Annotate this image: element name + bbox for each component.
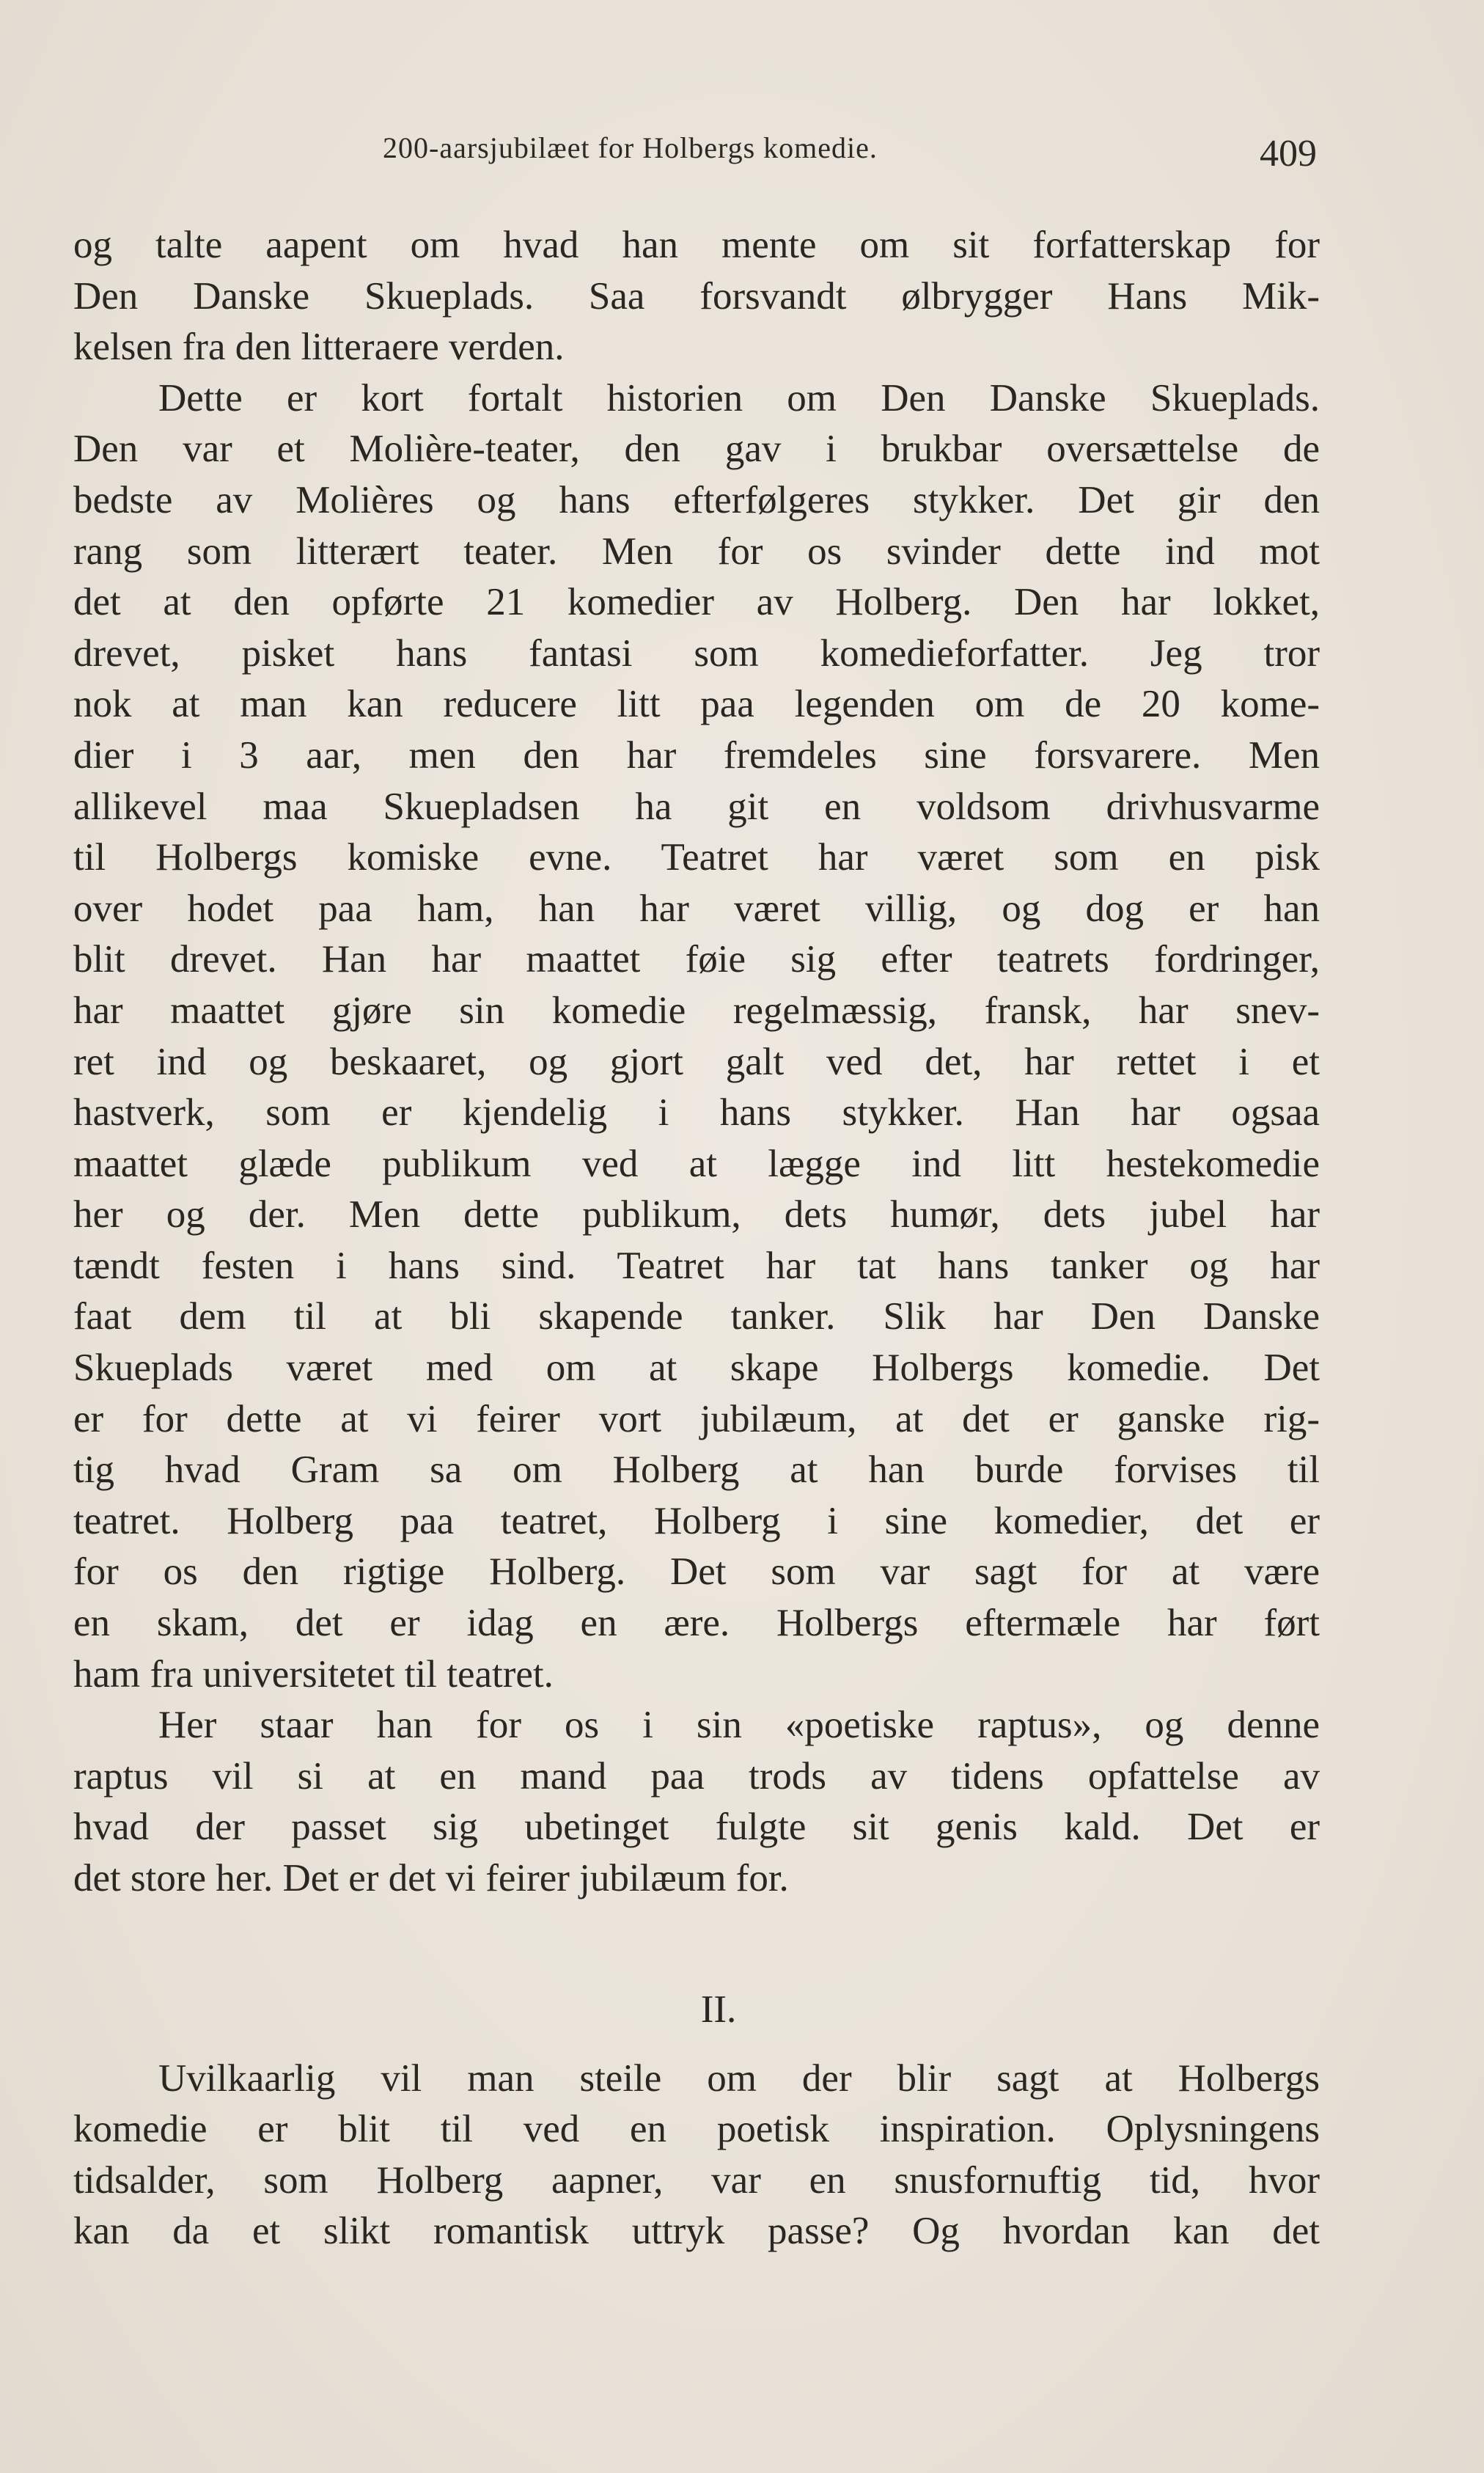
running-title: 200-aarsjubilæet for Holbergs komedie. bbox=[383, 131, 878, 164]
text-line: Uvilkaarlig vil man steile om der blir sagt at Holbergs bbox=[158, 2056, 1320, 2100]
text-line: faat dem til at bli skapende tanker. Slik har Den Danske bbox=[73, 1295, 1320, 1338]
text-line: Dette er kort fortalt historien om Den Danske Skueplads. bbox=[158, 376, 1320, 420]
text-line: hastverk, som er kjendelig i hans stykker. Han har ogsaa bbox=[73, 1091, 1320, 1135]
text-line: det at den opførte 21 komedier av Holberg. Den har lokket, bbox=[73, 581, 1320, 624]
text-line: tændt festen i hans sind. Teatret har tat hans tanker og har bbox=[73, 1244, 1320, 1287]
text-line: for os den rigtige Holberg. Det som var sagt for at være bbox=[73, 1550, 1320, 1594]
text-line: Den var et Molière-teater, den gav i brukbar oversættelse de bbox=[73, 428, 1320, 471]
text-line: ham fra universitetet til teatret. bbox=[73, 1652, 554, 1696]
text-line: tidsalder, som Holberg aapner, var en snusfornuftig tid, hvor bbox=[73, 2158, 1320, 2202]
text-line: bedste av Molières og hans efterfølgeres stykker. Det gir den bbox=[73, 478, 1320, 521]
text-line: allikevel maa Skuepladsen ha git en voldsom drivhusvarme bbox=[73, 785, 1320, 828]
text-line: nok at man kan reducere litt paa legenden om de 20 kome- bbox=[73, 683, 1320, 726]
text-line: Skueplads været med om at skape Holbergs komedie. Det bbox=[73, 1347, 1320, 1390]
section-gap bbox=[73, 1905, 1320, 1985]
text-line: rang som litterært teater. Men for os svinder dette ind mot bbox=[73, 530, 1320, 573]
text-line: kan da et slikt romantisk uttryk passe? Og hvordan kan det bbox=[73, 2210, 1320, 2253]
body-text bbox=[73, 220, 1320, 2257]
page-number: 409 bbox=[1260, 133, 1317, 175]
text-line: til Holbergs komiske evne. Teatret har været som en pisk bbox=[73, 836, 1320, 879]
text-line: en skam, det er idag en ære. Holbergs eftermæle har ført bbox=[73, 1602, 1320, 1645]
text-line: og talte aapent om hvad han mente om sit forfatterskap for bbox=[73, 224, 1320, 266]
text-line: Her staar han for os i sin «poetiske raptus», og denne bbox=[158, 1704, 1320, 1747]
text-line: Den Danske Skueplads. Saa forsvandt ølbrygger Hans Mik- bbox=[73, 274, 1320, 318]
text-line: drevet, pisket hans fantasi som komedieforfatter. Jeg tror bbox=[73, 631, 1320, 675]
text-line: over hodet paa ham, han har været villig, og dog er han bbox=[73, 887, 1320, 930]
text-line: blit drevet. Han har maattet føie sig efter teatrets fordringer, bbox=[73, 938, 1320, 981]
section-heading: II. bbox=[700, 1987, 737, 2031]
text-line: dier i 3 aar, men den har fremdeles sine forsvarere. Men bbox=[73, 733, 1320, 777]
text-line: raptus vil si at en mand paa trods av tidens opfattelse av bbox=[73, 1754, 1320, 1798]
text-line: her og der. Men dette publikum, dets humør, dets jubel har bbox=[73, 1193, 1320, 1236]
text-line: tig hvad Gram sa om Holberg at han burde forvises til bbox=[73, 1448, 1320, 1492]
text-line: har maattet gjøre sin komedie regelmæssig, fransk, har snev- bbox=[73, 989, 1320, 1032]
text-line: hvad der passet sig ubetinget fulgte sit genis kald. Det er bbox=[73, 1806, 1320, 1849]
text-line: det store her. Det er det vi feirer jubilæum for. bbox=[73, 1857, 789, 1899]
text-line: ret ind og beskaaret, og gjort galt ved det, har rettet i et bbox=[73, 1040, 1320, 1083]
text-line: komedie er blit til ved en poetisk inspiration. Oplysningens bbox=[73, 2108, 1320, 2151]
text-line: maattet glæde publikum ved at lægge ind litt hestekomedie bbox=[73, 1142, 1320, 1185]
text-line: kelsen fra den litteraere verden. bbox=[73, 326, 565, 369]
text-line: er for dette at vi feirer vort jubilæum, at det er ganske rig- bbox=[73, 1397, 1320, 1440]
text-line: teatret. Holberg paa teatret, Holberg i sine komedier, det er bbox=[73, 1499, 1320, 1542]
